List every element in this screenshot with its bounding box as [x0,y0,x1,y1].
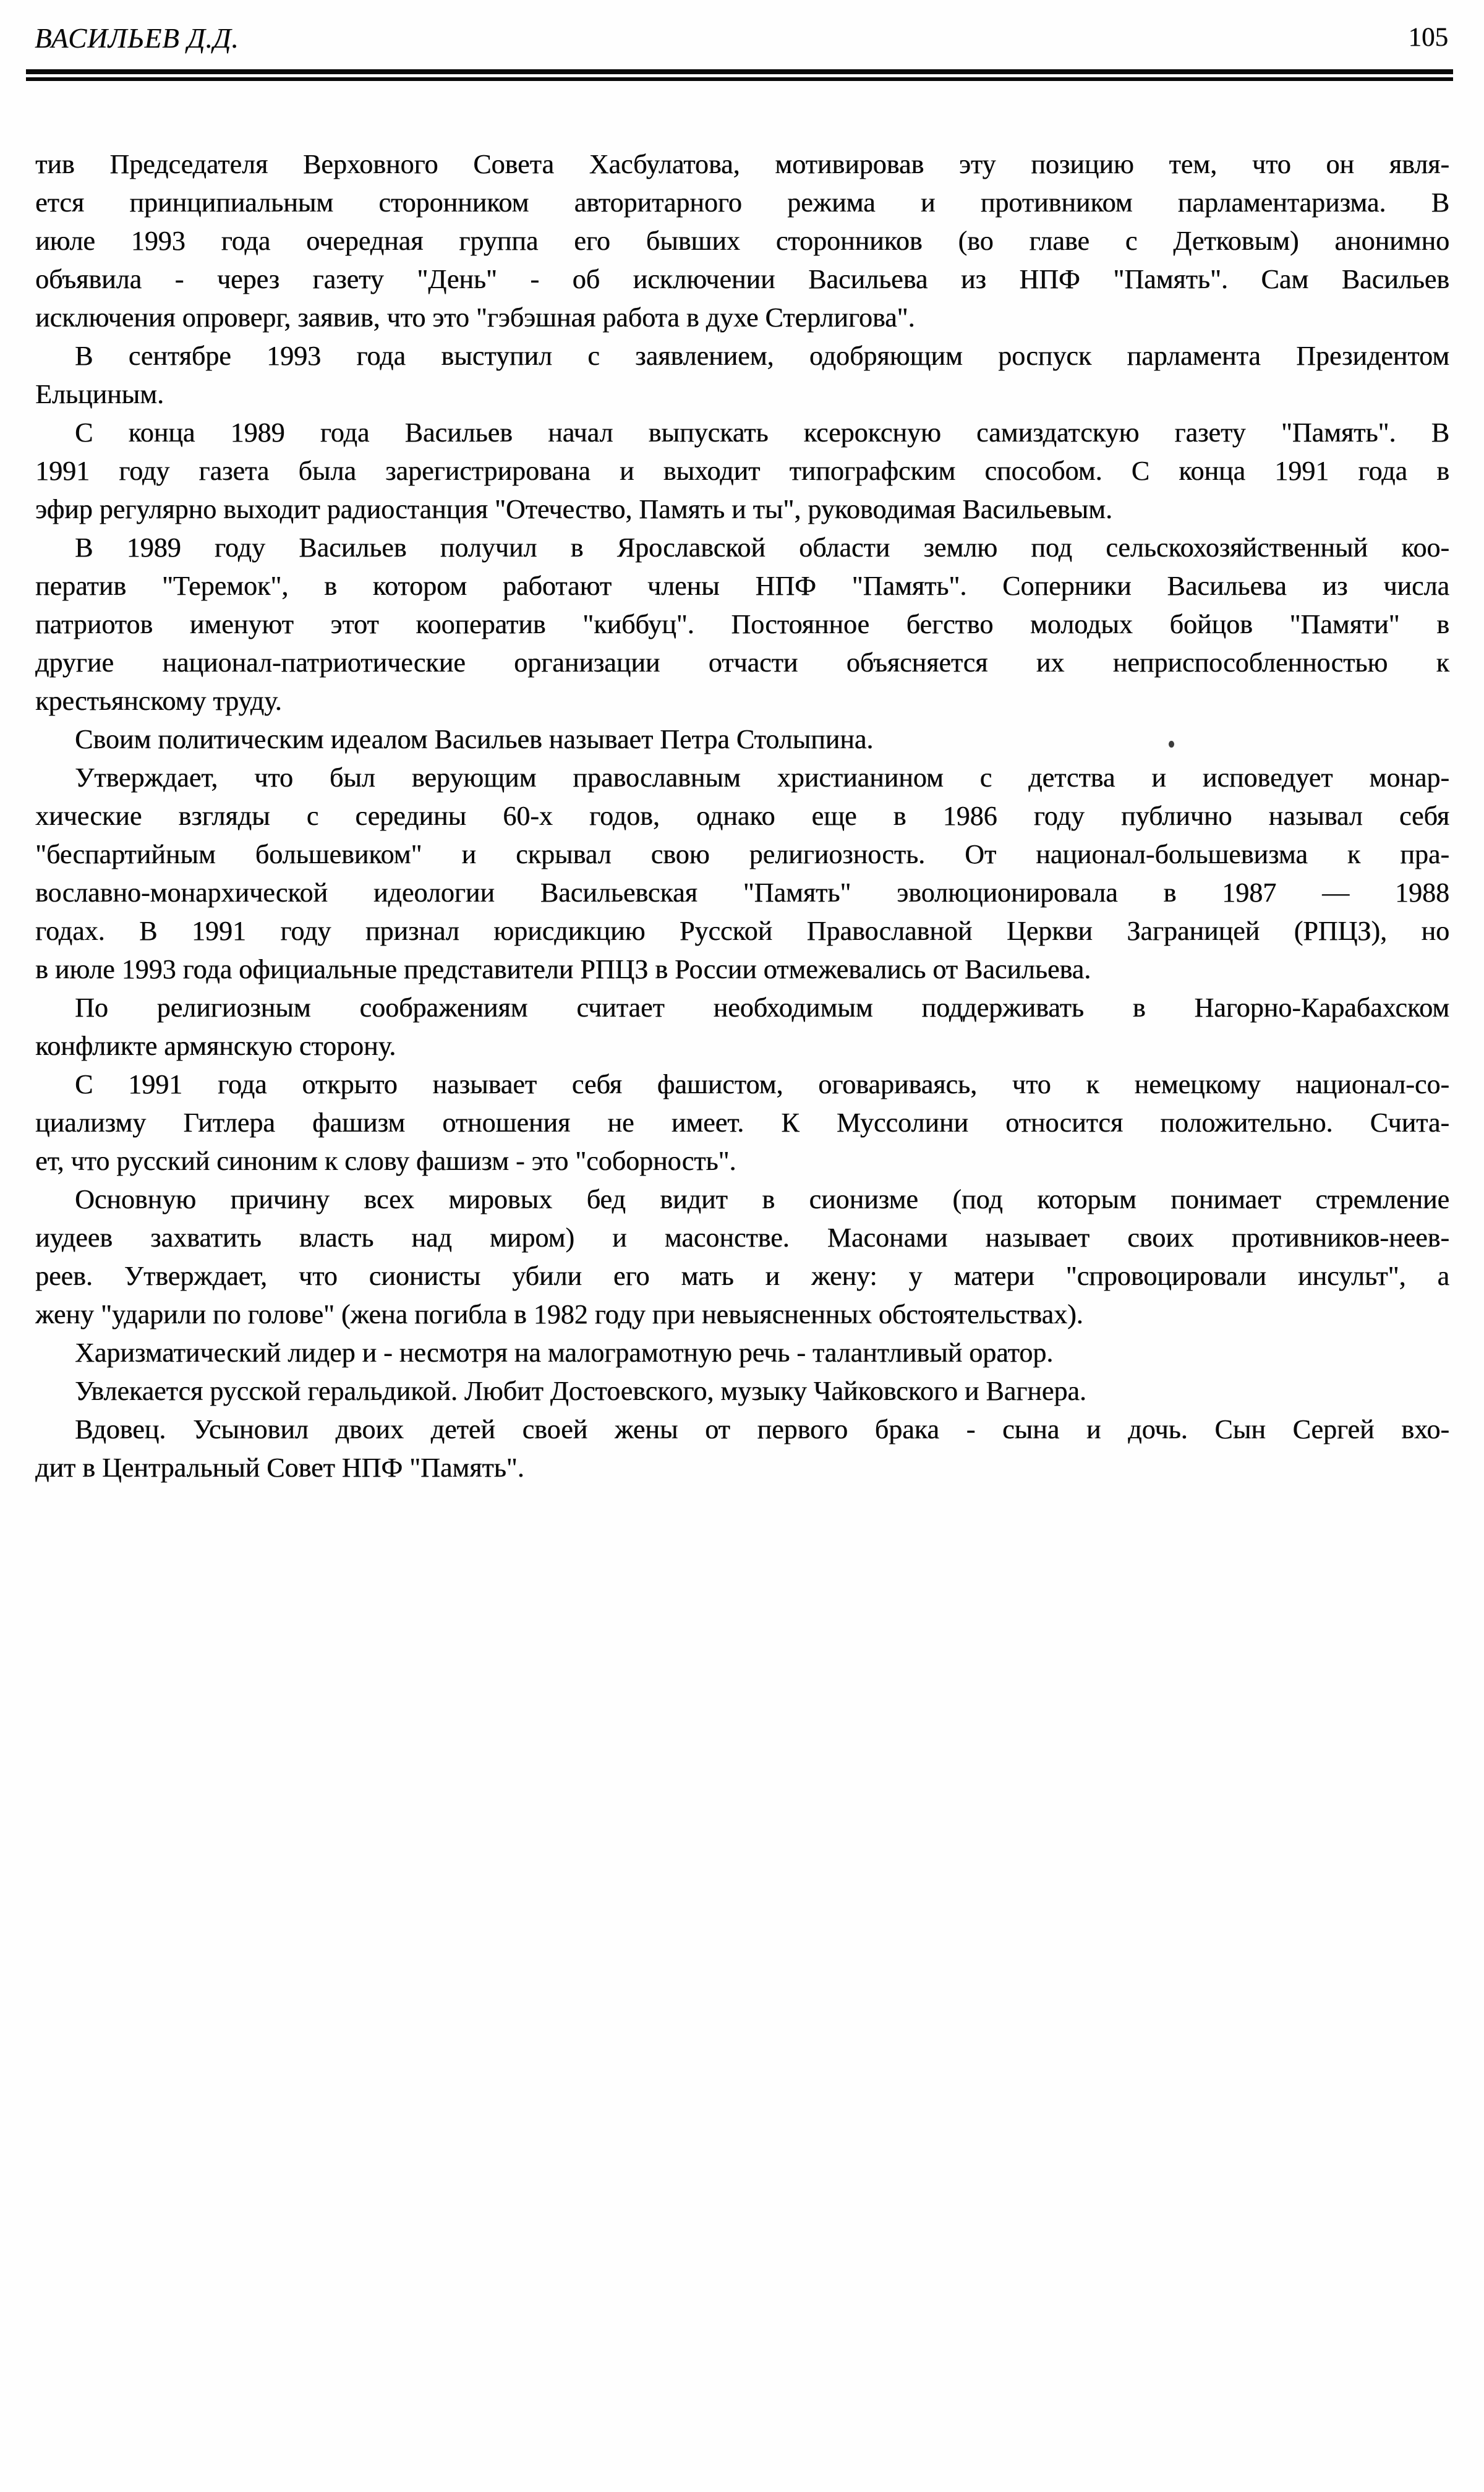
paragraph [35,1065,1449,1180]
paragraph [35,145,1449,337]
paragraph [35,720,1449,759]
text-line: ется принципиальным сторонником авторитарного режима и противником парламентаризма. В [35,187,1449,218]
text-line: В 1989 году Васильев получил в Ярославской области землю под сельскохозяйственный коо- [75,532,1449,563]
text-line: Увлекается русской геральдикой. Любит Достоевского, музыку Чайковского и Вагнера. [75,1376,1086,1406]
text-line: патриотов именуют этот кооператив "киббуц". Постоянное бегство молодых бойцов "Памяти" в [35,609,1449,639]
text-line: С 1991 года открыто называет себя фашистом, оговариваясь, что к немецкому национал-со- [75,1069,1449,1099]
paragraph [35,759,1449,989]
text-line: ет, что русский синоним к слову фашизм - это "соборность". [35,1146,736,1176]
text-line: Харизматический лидер и - несмотря на малограмотную речь - талантливый оратор. [75,1338,1054,1368]
text-line: Своим политическим идеалом Васильев называет Петра Столыпина. [75,724,874,754]
text-line: исключения опроверг, заявив, что это "гэбэшная работа в духе Стерлигова". [35,302,915,333]
text-line: тив Председателя Верховного Совета Хасбулатова, мотивировав эту позицию тем, что он явля- [35,149,1449,179]
paragraph [35,414,1449,529]
header-double-rule [26,69,1453,81]
paragraph [35,337,1449,414]
text-line: эфир регулярно выходит радиостанция "Отечество, Память и ты", руководимая Васильевым. [35,494,1112,524]
text-line: Основную причину всех мировых бед видит в сионизме (под которым понимает стремление [75,1184,1449,1214]
text-line: По религиозным соображениям считает необходимым поддерживать в Нагорно-Карабахском [75,992,1449,1023]
text-line: хические взгляды с середины 60-х годов, однако еще в 1986 году публично называл себя [35,801,1449,831]
text-line: Ельциным. [35,379,164,409]
text-line: другие национал-патриотические организации отчасти объясняется их неприспособленностью к [35,647,1449,678]
text-line: реев. Утверждает, что сионисты убили его мать и жену: у матери "спровоцировали инсульт", а [35,1261,1449,1291]
paragraph [35,989,1449,1065]
text-line: объявила - через газету "День" - об исключении Васильева из НПФ "Память". Сам Васильев [35,264,1449,294]
text-line: С конца 1989 года Васильев начал выпускать ксероксную самиздатскую газету "Память". В [75,417,1449,448]
scan-artifact-dot [1169,741,1174,748]
text-line: вославно-монархической идеологии Васильевская "Память" эволюционировала в 1987 — 1988 [35,877,1449,908]
text-line: Вдовец. Усыновил двоих детей своей жены от первого брака - сына и дочь. Сын Сергей вхо- [75,1414,1449,1444]
paragraph [35,1180,1449,1334]
text-line: ператив "Теремок", в котором работают члены НПФ "Память". Соперники Васильева из числа [35,571,1449,601]
text-line: жену "ударили по голове" (жена погибла в 1982 году при невыясненных обстоятельствах). [35,1299,1083,1329]
paragraph [35,1372,1449,1410]
text-line: конфликте армянскую сторону. [35,1031,396,1061]
text-line: июле 1993 года очередная группа его бывших сторонников (во главе с Детковым) анонимно [35,226,1449,256]
text-line: циализму Гитлера фашизм отношения не имеет. К Муссолини относится положительно. Счита- [35,1107,1449,1138]
text-line: крестьянскому труду. [35,686,282,716]
text-line: В сентябре 1993 года выступил с заявлением, одобряющим роспуск парламента Президентом [75,341,1449,371]
article-body [35,145,1449,1487]
text-line: "беспартийным большевиком" и скрывал свою религиозность. От национал-большевизма к пра- [35,839,1449,869]
text-line: дит в Центральный Совет НПФ "Память". [35,1453,524,1483]
paragraph [35,529,1449,720]
page-number: 105 [1408,23,1448,52]
paragraph [35,1334,1449,1372]
running-header-author: ВАСИЛЬЕВ Д.Д. [35,23,239,54]
text-line: Утверждает, что был верующим православным христианином с детства и исповедует монар- [75,762,1449,793]
text-line: годах. В 1991 году признал юрисдикцию Русской Православной Церкви Заграницей (РПЦЗ), но [35,916,1449,946]
text-line: в июле 1993 года официальные представители РПЦЗ в России отмежевались от Васильева. [35,954,1091,984]
text-line: иудеев захватить власть над миром) и масонстве. Масонами называет своих противников-неев- [35,1223,1449,1253]
text-line: 1991 году газета была зарегистрирована и выходит типографским способом. С конца 1991 года в [35,456,1449,486]
page-header [0,0,1484,54]
paragraph [35,1410,1449,1487]
